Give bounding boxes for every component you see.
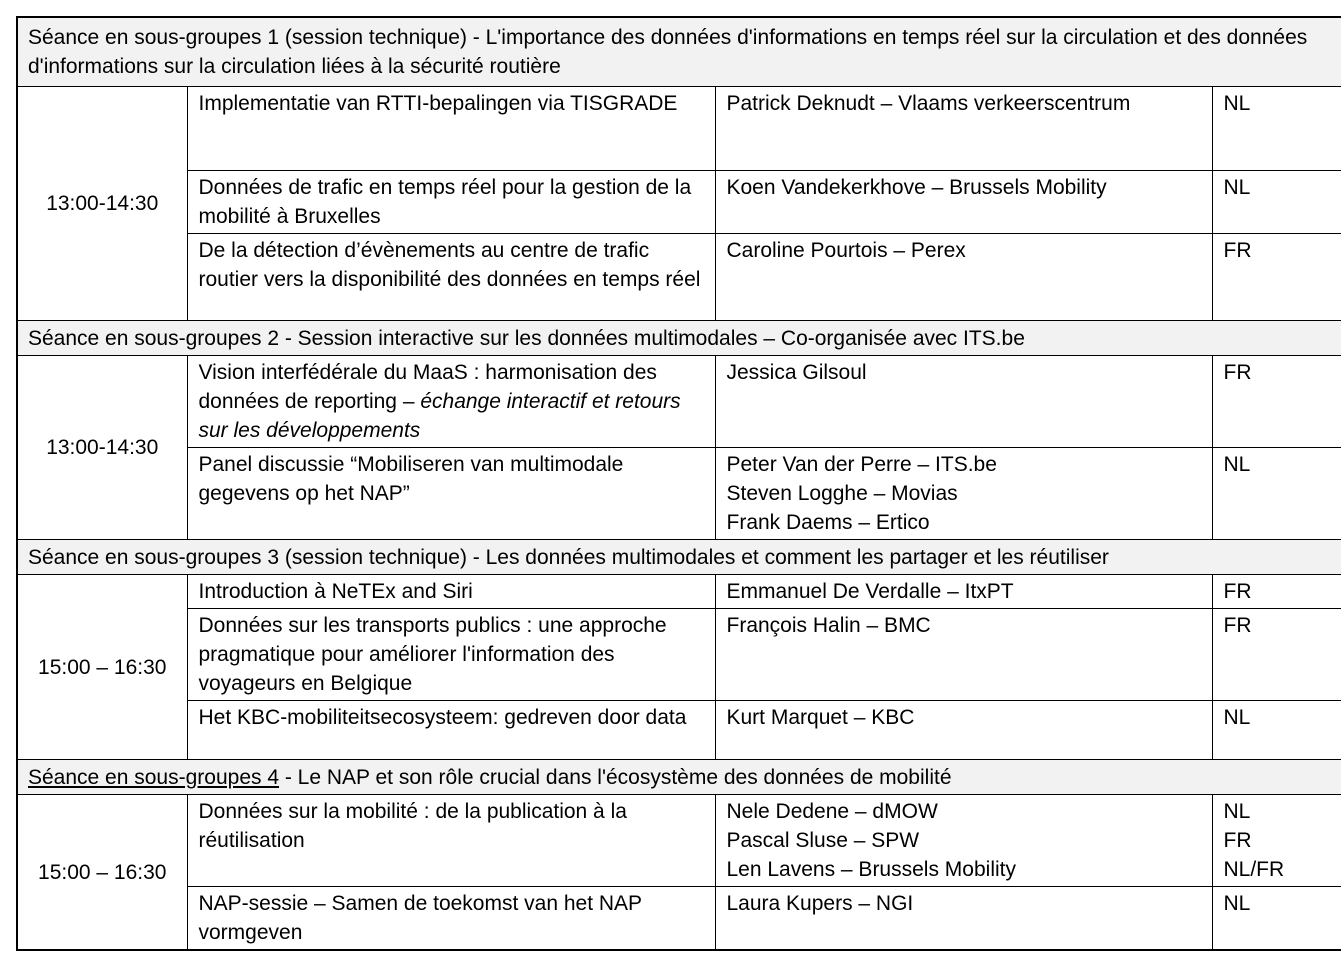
speaker-name: Patrick Deknudt – Vlaams verkeerscentrum [726, 92, 1131, 115]
session-title-cell [187, 795, 715, 887]
session-title-text: NAP-sessie – Samen de toekomst van het NAP vormgeven [198, 892, 642, 944]
speaker-name: Laura Kupers – NGI [726, 892, 914, 915]
speaker-cell [715, 795, 1212, 887]
section-header-cell [17, 760, 1341, 795]
section-header-cell [17, 17, 1341, 87]
time-cell [17, 87, 187, 321]
speaker-name: Koen Vandekerkhove – Brussels Mobility [726, 176, 1107, 199]
speaker-name: Caroline Pourtois – Perex [726, 239, 966, 262]
speaker-name: Emmanuel De Verdalle – ItxPT [726, 580, 1014, 603]
session-title-cell [187, 234, 715, 321]
language-label: FR [1223, 614, 1252, 637]
session-title-cell [187, 701, 715, 760]
language-cell [1212, 609, 1341, 701]
session-row [17, 575, 1341, 609]
session-row [17, 234, 1341, 321]
session-title-cell [187, 575, 715, 609]
time-label: 13:00-14:30 [46, 192, 159, 215]
language-label: NL/FR [1223, 858, 1285, 881]
session-title-text: Introduction à NeTEx and Siri [198, 580, 473, 603]
section-header-row [17, 17, 1341, 87]
language-cell [1212, 234, 1341, 321]
language-label: NL [1223, 706, 1251, 729]
session-title-text: Het KBC-mobiliteitsecosysteem: gedreven door data [198, 706, 687, 729]
language-cell [1212, 448, 1341, 540]
language-label: NL [1223, 453, 1251, 476]
language-cell [1212, 575, 1341, 609]
section-header-text: Séance en sous-groupes 3 (session technique) - Les données multimodales et comment les partager et les réutiliser [28, 545, 1109, 569]
speaker-cell [715, 887, 1212, 951]
session-row [17, 701, 1341, 760]
section-header-row [17, 760, 1341, 795]
speaker-cell [715, 87, 1212, 171]
speaker-cell [715, 234, 1212, 321]
session-row [17, 448, 1341, 540]
section-header-row [17, 540, 1341, 575]
agenda-table [16, 16, 1341, 951]
speaker-name: Nele Dedene – dMOW [726, 800, 938, 823]
language-label: NL [1223, 800, 1251, 823]
session-title-text: Données sur les transports publics : une approche pragmatique pour améliorer l'information des voyageurs en Belgique [198, 614, 667, 695]
speaker-name: Peter Van der Perre – ITS.be [726, 453, 997, 476]
session-row [17, 87, 1341, 171]
speaker-name: Jessica Gilsoul [726, 361, 867, 384]
session-title-text: Panel discussie “Mobiliseren van multimodale gegevens op het NAP” [198, 453, 624, 505]
language-label: FR [1223, 361, 1252, 384]
section-header-text: Séance en sous-groupes 1 (session technique) - L'importance des données d'informations en temps réel sur la circulation et des données d'informations sur la circulation liées à la sécurité routière [28, 26, 1308, 78]
language-cell [1212, 887, 1341, 951]
speaker-name: Steven Logghe – Movias [726, 482, 958, 505]
section-header-text: Séance en sous-groupes 4 [28, 765, 280, 789]
session-row [17, 795, 1341, 887]
session-title-cell [187, 448, 715, 540]
session-row [17, 356, 1341, 448]
session-title-cell [187, 171, 715, 234]
session-title-cell [187, 887, 715, 951]
speaker-cell [715, 171, 1212, 234]
speaker-name: Len Lavens – Brussels Mobility [726, 858, 1016, 881]
session-title-cell [187, 87, 715, 171]
section-header-cell [17, 540, 1341, 575]
time-label: 15:00 – 16:30 [38, 655, 167, 679]
time-cell [17, 356, 187, 540]
speaker-cell [715, 609, 1212, 701]
speaker-cell [715, 575, 1212, 609]
session-title-text: Données de trafic en temps réel pour la gestion de la mobilité à Bruxelles [198, 176, 692, 228]
session-title-text: Implementatie van RTTI-bepalingen via TISGRADE [198, 92, 678, 115]
speaker-name: Kurt Marquet – KBC [726, 706, 915, 729]
speaker-cell [715, 448, 1212, 540]
session-row [17, 609, 1341, 701]
language-label: NL [1223, 92, 1251, 115]
speaker-cell [715, 701, 1212, 760]
speaker-name: Frank Daems – Ertico [726, 511, 930, 534]
session-title-text: Données sur la mobilité : de la publication à la réutilisation [198, 800, 627, 852]
language-cell [1212, 87, 1341, 171]
speaker-name: François Halin – BMC [726, 614, 931, 637]
session-title-cell [187, 356, 715, 448]
time-cell [17, 575, 187, 760]
language-cell [1212, 795, 1341, 887]
section-header-row [17, 321, 1341, 356]
session-title-text: De la détection d’évènements au centre de trafic routier vers la disponibilité des données en temps réel [198, 239, 701, 291]
language-label: FR [1223, 829, 1252, 852]
section-header-cell [17, 321, 1341, 356]
session-title-text: Vision interfédérale du MaaS : harmonisation des données de reporting – [198, 361, 657, 413]
section-header-text: - Le NAP et son rôle crucial dans l'écosystème des données de mobilité [279, 765, 952, 789]
session-title-text: échange interactif et retours sur les développements [198, 390, 681, 442]
session-title-cell [187, 609, 715, 701]
session-row [17, 171, 1341, 234]
time-label: 13:00-14:30 [46, 436, 159, 459]
speaker-name: Pascal Sluse – SPW [726, 829, 920, 852]
time-label: 15:00 – 16:30 [38, 860, 167, 884]
language-label: NL [1223, 892, 1251, 915]
language-label: FR [1223, 239, 1252, 262]
language-label: NL [1223, 176, 1251, 199]
speaker-cell [715, 356, 1212, 448]
session-row [17, 887, 1341, 951]
section-header-text: Séance en sous-groupes 2 - Session interactive sur les données multimodales – Co-organisée avec ITS.be [28, 326, 1025, 350]
language-label: FR [1223, 580, 1252, 603]
language-cell [1212, 356, 1341, 448]
language-cell [1212, 171, 1341, 234]
time-cell [17, 795, 187, 951]
language-cell [1212, 701, 1341, 760]
